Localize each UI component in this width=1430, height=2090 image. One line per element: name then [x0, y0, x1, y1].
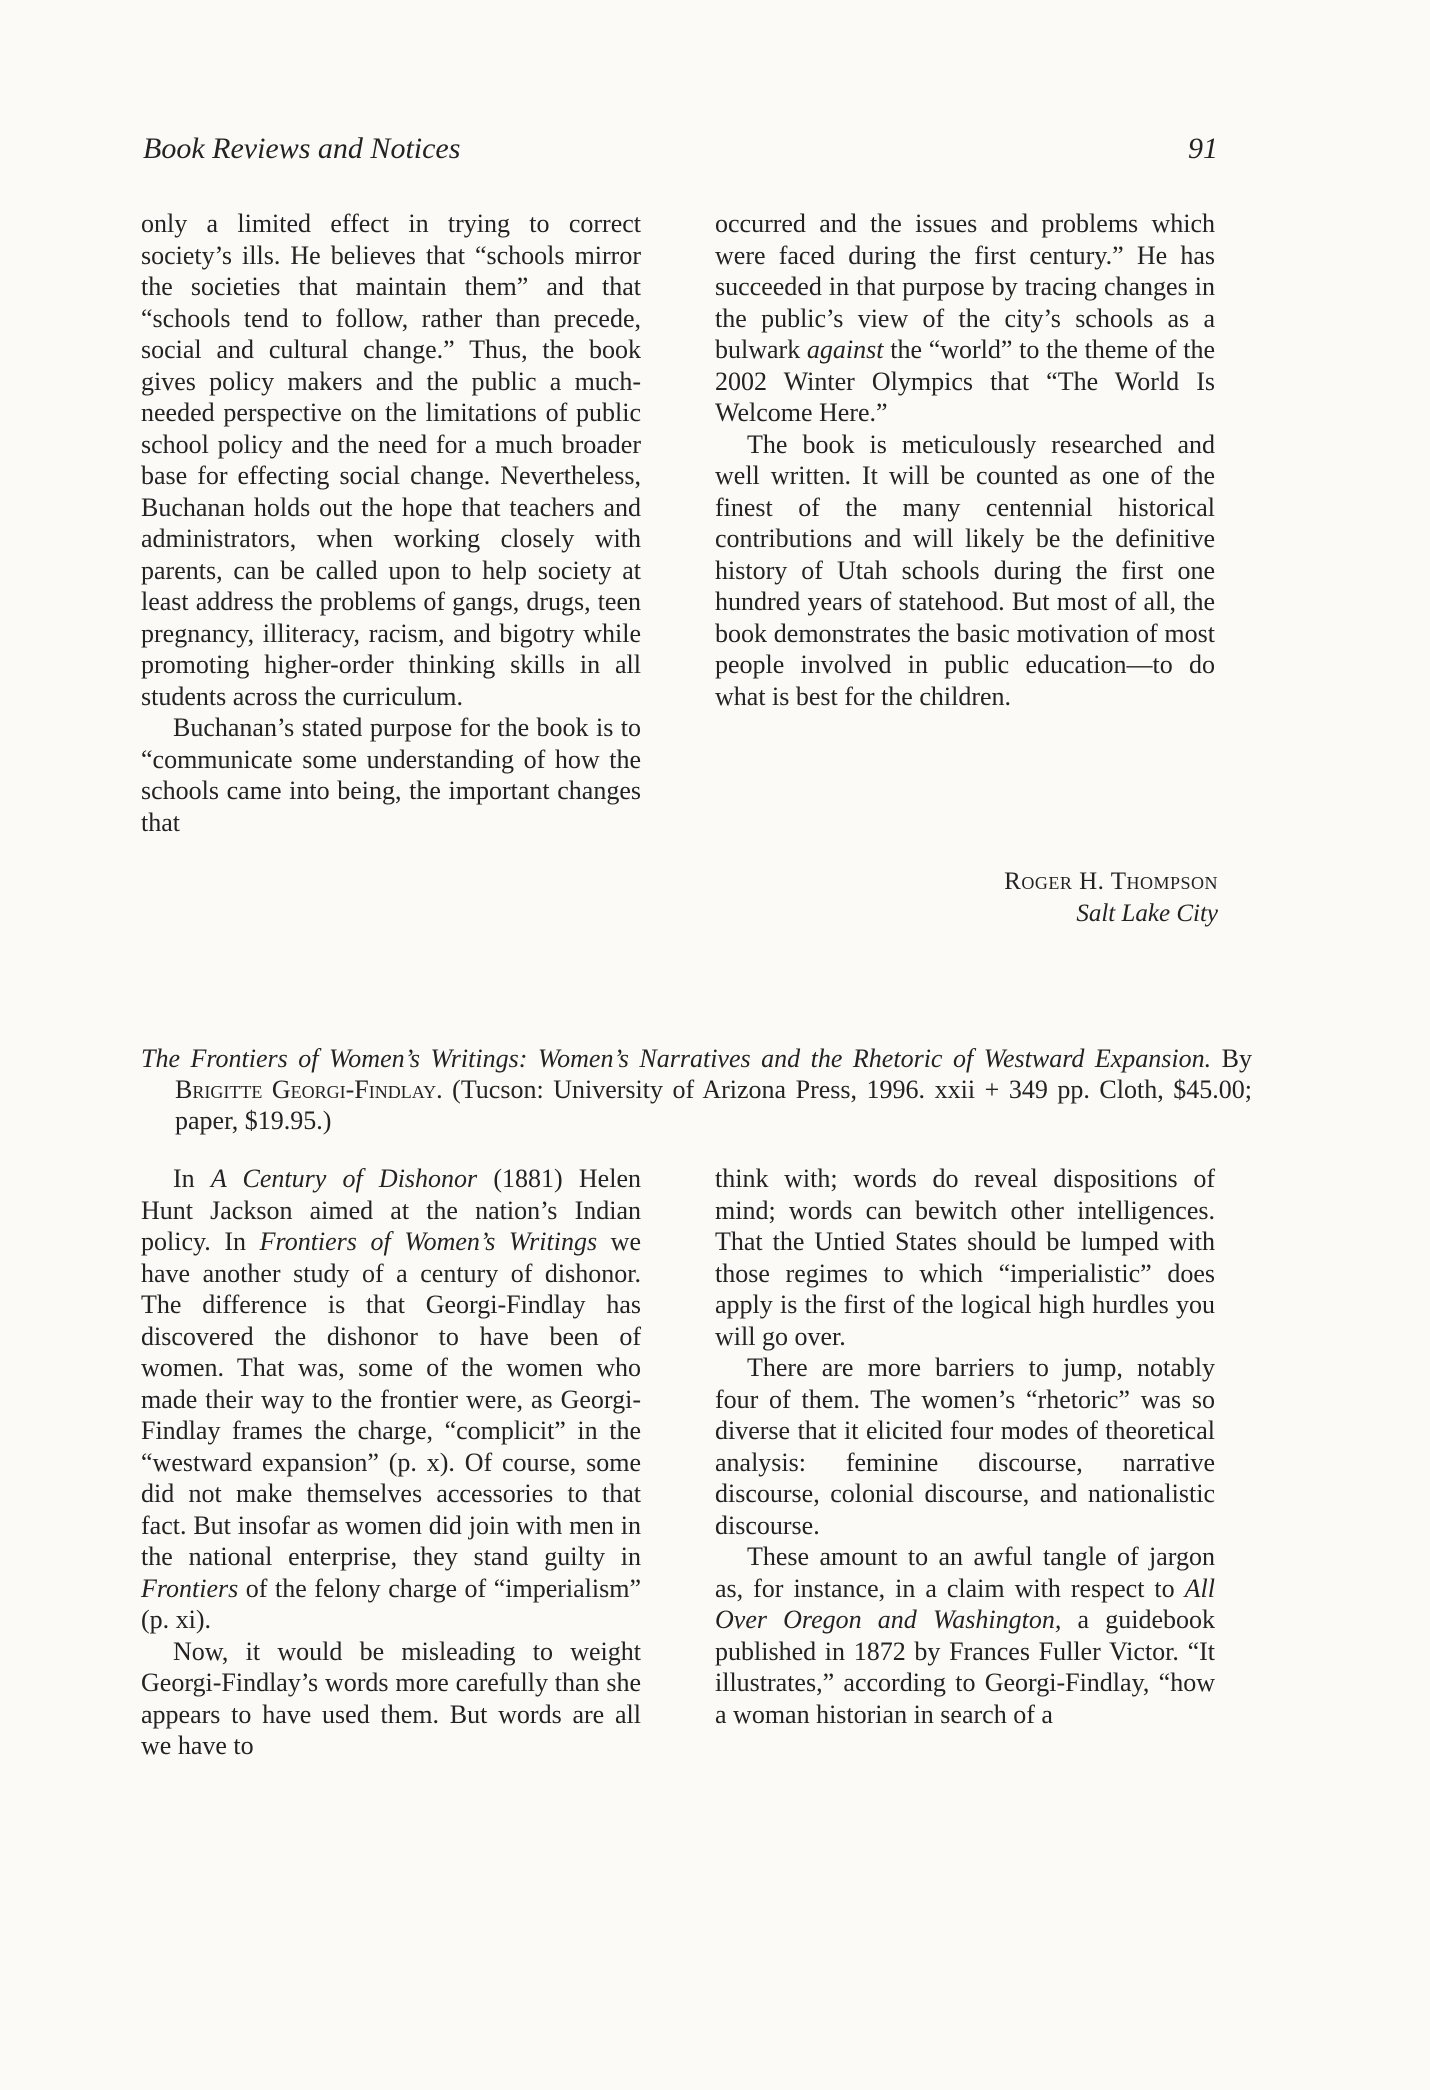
book-title: The Frontiers of Women’s Writings: Women’s Narratives and the Rhetoric of Westward Expansion.	[141, 1044, 1212, 1073]
reviewer-name: Roger H. Thompson	[1004, 868, 1218, 895]
paragraph: Now, it would be misleading to weight Georgi-Findlay’s words more carefully than she appears to have used them. But words are all we have to	[141, 1636, 641, 1760]
review-two-column-left	[141, 1163, 641, 1762]
paragraph: think with; words do reveal dispositions of mind; words can bewitch other intelligences. That the Untied States should be lumped with those regimes to which “imperialistic” does apply is the first of the logical high hurdles you will go over.	[715, 1164, 1215, 1351]
review-two-column-right	[715, 1163, 1215, 1730]
page-number: 91	[1188, 132, 1218, 165]
reviewer-place: Salt Lake City	[1076, 900, 1218, 927]
paragraph: These amount to an awful tangle of jargon as, for instance, in a claim with respect to All Over Oregon and Washington, a guidebook published in 1872 by Frances Fuller Victor. “It illustrates,” according to Georgi-Findlay, “how a woman historian in search of a	[715, 1542, 1215, 1729]
paragraph: There are more barriers to jump, notably four of them. The women’s “rhetoric” was so diverse that it elicited four modes of theoretical analysis: feminine discourse, narrative discourse, colonial discourse, and nationalistic discourse.	[715, 1353, 1215, 1540]
reviewer-signature	[1004, 866, 1218, 930]
paragraph: Buchanan’s stated purpose for the book is to “communicate some understanding of how the schools came into being, the important changes that	[141, 713, 641, 837]
paragraph: The book is meticulously researched and well written. It will be counted as one of the finest of the many centennial historical contributions and will likely be the definitive history of Utah schools during the first one hundred years of statehood. But most of all, the book demonstrates the basic motivation of most people involved in public education—to do what is best for the children.	[715, 429, 1215, 711]
book-citation: The Frontiers of Women’s Writings: Women’s Narratives and the Rhetoric of Westward Expansion. By Brigitte Georgi-Findlay. (Tucson: University of Arizona Press, 1996. xxii + 349 pp. Cloth, $45.00; paper, $19.95.)	[141, 1044, 1252, 1135]
paragraph: occurred and the issues and problems which were faced during the first century.” He has succeeded in that purpose by tracing changes in the public’s view of the city’s schools as a bulwark against the “world” to the theme of the 2002 Winter Olympics that “The World Is Welcome Here.”	[715, 209, 1215, 427]
book-author: Brigitte Georgi-Findlay.	[175, 1075, 443, 1104]
review-one-column-right	[715, 208, 1215, 712]
paragraph: In A Century of Dishonor (1881) Helen Hunt Jackson aimed at the nation’s Indian policy. In Frontiers of Women’s Writings we have another study of a century of dishonor. The difference is that Georgi-Findlay has discovered the dishonor to have been of women. That was, some of the women who made their way to the frontier were, as Georgi-Findlay frames the charge, “complicit” in the “westward expansion” (p. x). Of course, some did not make themselves accessories to that fact. But insofar as women did join with men in the national enterprise, they stand guilty in Frontiers of the felony charge of “imperialism” (p. xi).	[141, 1164, 641, 1634]
publication-details: (Tucson: University of Arizona Press, 1996. xxii + 349 pp. Cloth, $45.00; paper, $19.95.)	[175, 1075, 1252, 1135]
paragraph: only a limited effect in trying to correct society’s ills. He believes that “schools mirror the societies that maintain them” and that “schools tend to follow, rather than precede, social and cultural change.” Thus, the book gives policy makers and the public a much-needed perspective on the limitations of public school policy and the need for a much broader base for effecting social change. Nevertheless, Buchanan holds out the hope that teachers and administrators, when working closely with parents, can be called upon to help society at least address the problems of gangs, drugs, teen pregnancy, illiteracy, racism, and bigotry while promoting higher-order thinking skills in all students across the curriculum.	[141, 209, 641, 711]
review-one-column-left	[141, 208, 641, 838]
running-title: Book Reviews and Notices	[143, 132, 461, 165]
